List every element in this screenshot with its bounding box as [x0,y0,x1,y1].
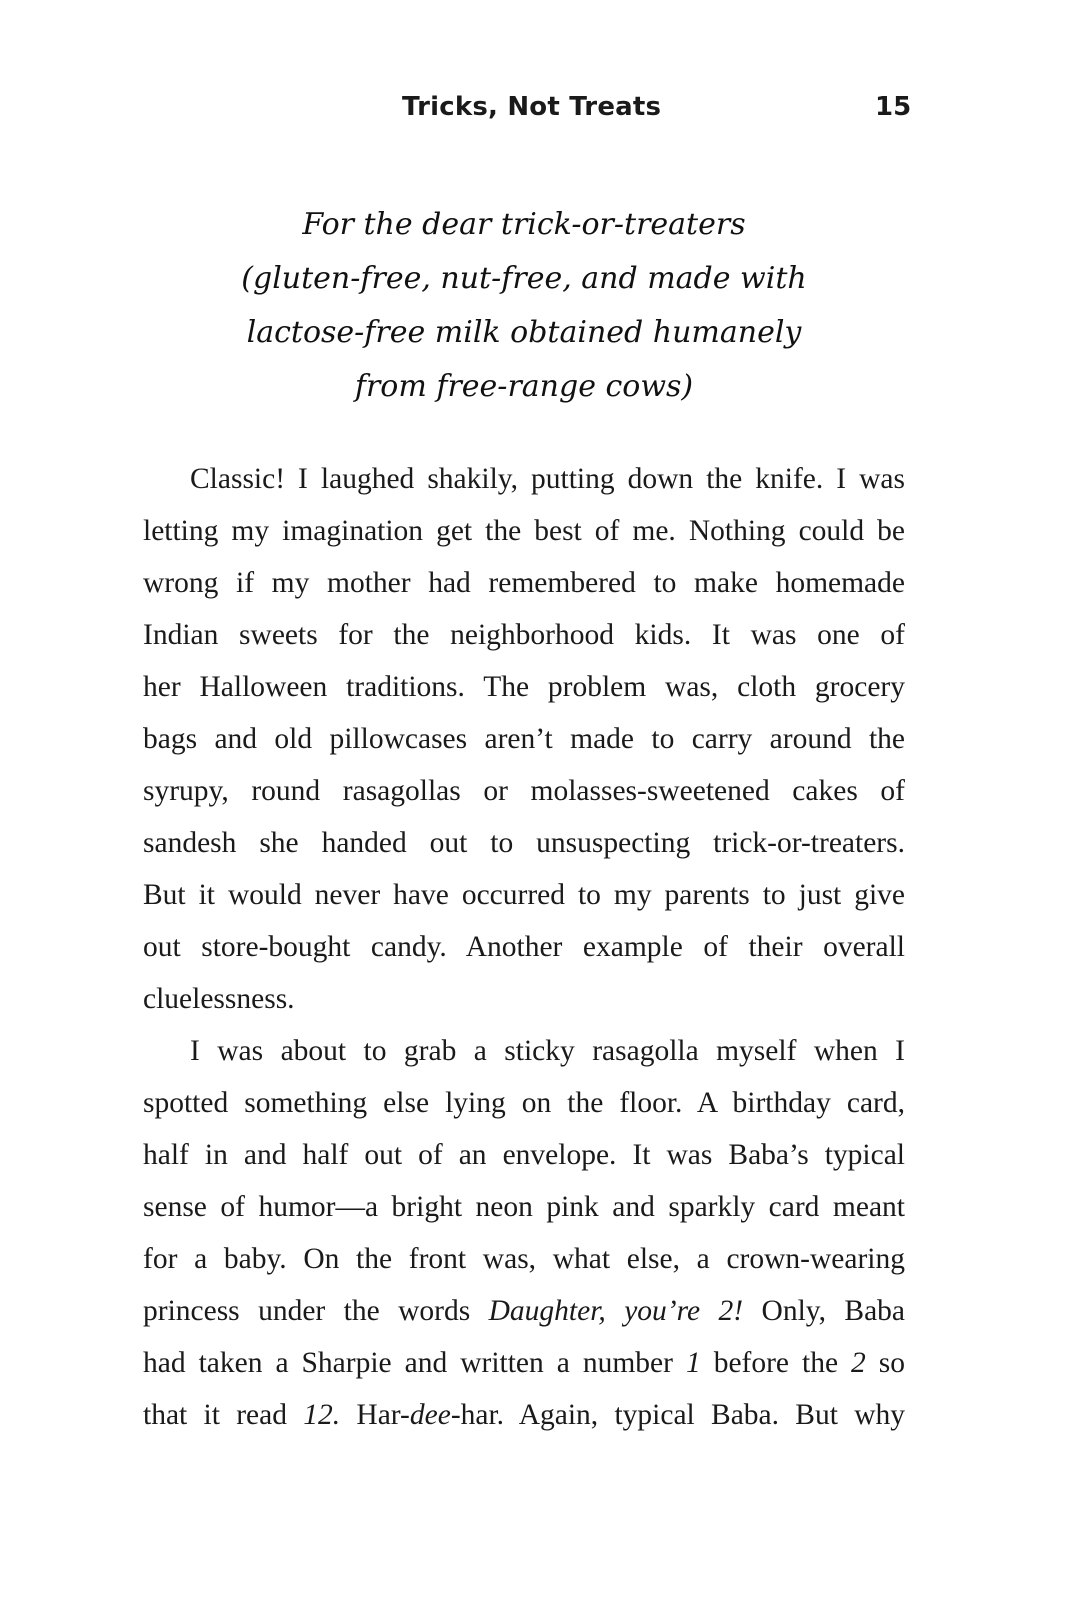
text-line: Indian sweets for the neighborhood kids. It was one of [143,619,905,651]
italic-text: dee [409,1399,451,1431]
text-line [143,1389,905,1441]
text-run: so [865,1347,906,1379]
text-line: I was about to grab a sticky rasagolla myself when I [190,1035,905,1067]
text-line [143,1285,905,1337]
note-line: from free-range cows) [354,369,694,404]
text-run: princess under the words [143,1295,489,1327]
text-line: wrong if my mother had remembered to make homemade [143,567,905,599]
running-header [0,92,1067,132]
note-line: (gluten-free, nut-free, and made with [241,261,807,296]
text-line: her Halloween traditions. The problem was, cloth grocery [143,671,905,703]
note-line: For the dear trick-or-treaters [302,207,746,242]
italic-text: 2 [851,1347,866,1379]
text-line: spotted something else lying on the floor. A birthday card, [143,1087,905,1119]
text-run: Har- [340,1399,410,1431]
italic-text: Daughter, you’re 2! [488,1295,744,1327]
text-run: had taken a Sharpie and written a number [143,1347,686,1379]
text-run: -har. Again, typical Baba. But why [450,1399,905,1431]
text-run: before the [700,1347,852,1379]
text-line: half in and half out of an envelope. It was Baba’s typical [143,1139,905,1171]
text-line [143,1337,905,1389]
text-line: But it would never have occurred to my parents to just give [143,879,905,911]
text-line: out store-bought candy. Another example of their overall [143,931,905,963]
text-line: bags and old pillowcases aren’t made to carry around the [143,723,905,755]
italic-text: 1 [685,1347,701,1379]
handwritten-note [143,198,905,414]
body-text [143,453,905,1441]
italic-text: 12. [303,1399,341,1431]
text-line: for a baby. On the front was, what else, a crown-wearing [143,1243,905,1275]
text-line: sandesh she handed out to unsuspecting trick-or-treaters. [143,827,905,859]
text-line: sense of humor—a bright neon pink and sparkly card meant [143,1191,905,1223]
note-line: lactose-free milk obtained humanely [246,315,802,350]
text-run: Only, Baba [743,1295,906,1327]
text-line: cluelessness. [143,983,295,1015]
paragraph-1 [143,453,905,1025]
text-line: Classic! I laughed shakily, putting down the knife. I was [190,463,905,495]
running-title: Tricks, Not Treats [402,92,662,122]
text-line: syrupy, round rasagollas or molasses-sweetened cakes of [143,775,905,807]
page-number: 15 [875,92,912,122]
text-run: that it read [143,1399,304,1431]
text-line: letting my imagination get the best of me. Nothing could be [143,515,905,547]
paragraph-2 [143,1025,905,1441]
